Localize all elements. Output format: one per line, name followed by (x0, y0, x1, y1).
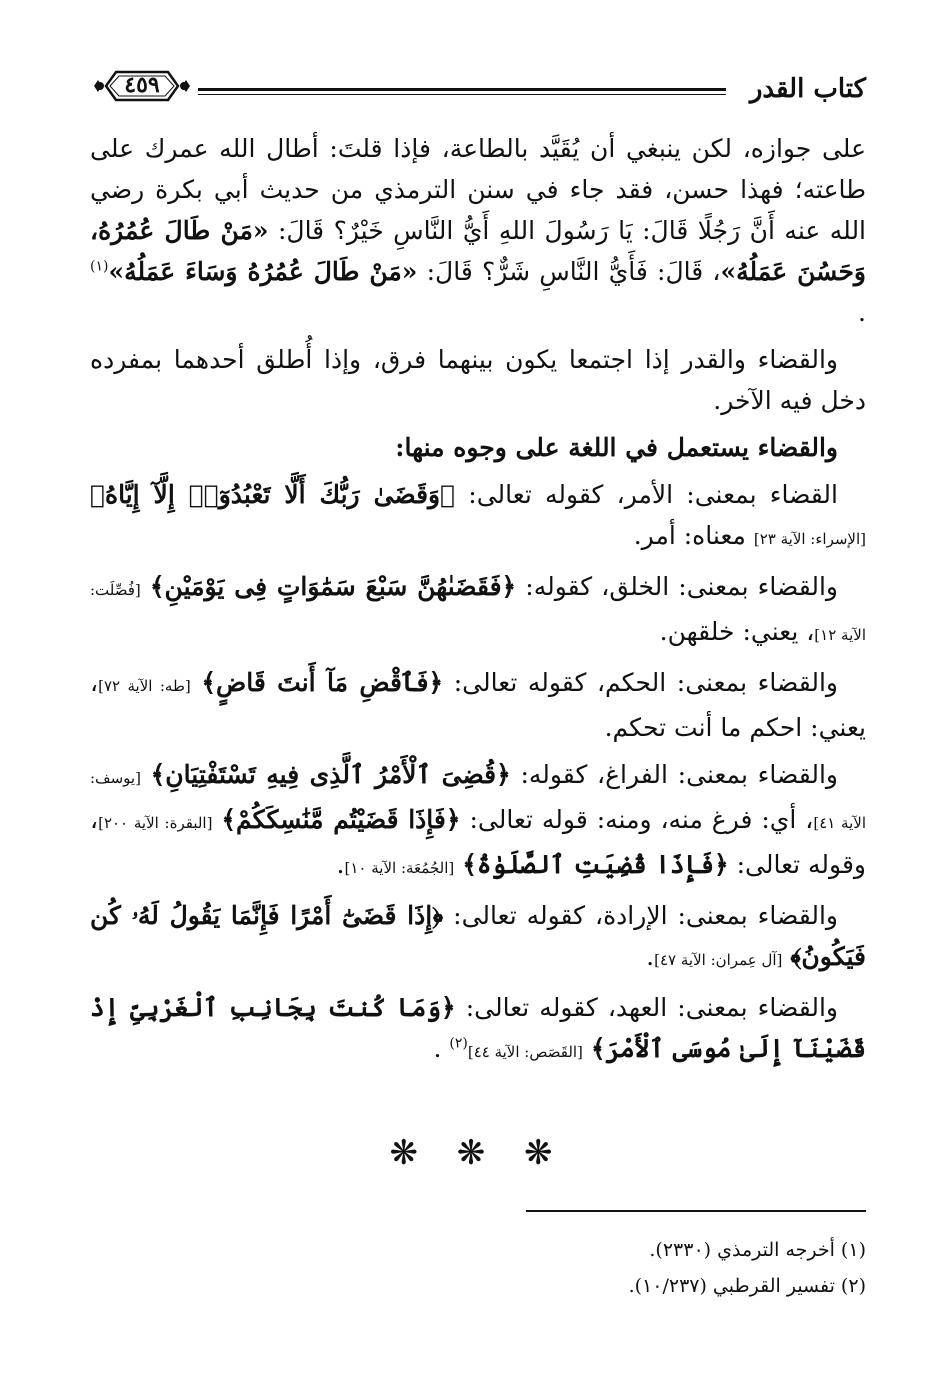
book-title: كتاب القدر (749, 74, 866, 104)
footnote-marker[interactable]: (١) (90, 258, 109, 275)
main-text (90, 128, 866, 1073)
verse-reference: [فُصِّلَت: الآية ١٢] (90, 581, 866, 644)
footnotes (90, 1232, 866, 1304)
footnote-item: (٢) تفسير القرطبي (١٠/٢٣٧). (628, 1275, 866, 1297)
paragraph (90, 754, 866, 889)
section-separator: ❋ ❋ ❋ (389, 1133, 567, 1173)
paragraph (90, 987, 866, 1073)
quran-verse: ﴿قُضِىَ ٱلْأَمْرُ ٱلَّذِى فِيهِ تَسْتَفْتِيَانِ﴾ (150, 760, 511, 789)
text-run: ، أي: فرغ منه، ومنه: قوله تعالى: (460, 805, 814, 834)
paragraph (90, 474, 866, 560)
text-run (191, 668, 202, 697)
quran-verse: ﴿وَمَا كُنتَ بِجَانِبِ ٱلْغَرْبِىِّ إِذْ قَضَيْنَآ إِلَىٰ مُوسَى ٱلْأَمْرَ﴾ (90, 993, 866, 1063)
quran-verse: ﴿إِذَا قَضَىٰٓ أَمْرًا فَإِنَّمَا يَقُولُ لَهُۥ كُن فَيَكُونُ﴾ (90, 901, 866, 971)
quran-verse: ﴿فَٱقْضِ مَآ أَنتَ قَاضٍ﴾ (201, 668, 444, 697)
text-run (454, 850, 462, 879)
hadith-quote: «مَنْ طَالَ عُمُرُهُ، وَحَسُنَ عَمَلُهُ» (90, 216, 866, 286)
text-run: والقضاء بمعنى: الحكم، كقوله تعالى: (443, 668, 838, 697)
text-run: القضاء بمعنى: الأمر، كقوله تعالى: (455, 480, 838, 509)
footnote-marker[interactable]: (٢) (449, 1035, 468, 1052)
verse-reference: [الإسراء: الآية ٢٣] (753, 530, 866, 548)
paragraph (90, 128, 866, 333)
page-number: ٤٥٩ (124, 72, 160, 98)
verse-reference: [البقرة: الآية ٢٠٠] (98, 814, 213, 832)
text-run: والقضاء بمعنى: العهد، كقوله تعالى: (455, 993, 838, 1022)
verse-reference: [القَصَص: الآية ٤٤] (467, 1043, 583, 1061)
verse-reference: [آل عِمران: الآية ٤٧] (654, 951, 783, 969)
paragraph (90, 566, 866, 656)
text-run: ، وقوله تعالى: (90, 805, 866, 879)
text-run (141, 760, 151, 789)
text-run: والقضاء يستعمل في اللغة على وجوه منها: (395, 433, 838, 462)
text-run: . (858, 298, 866, 327)
hadith-quote: «مَنْ طَالَ عُمُرُهُ وَسَاءَ عَمَلُهُ» (108, 257, 418, 286)
paragraph (90, 895, 866, 981)
paragraph (90, 339, 866, 421)
page-header (90, 62, 866, 110)
text-run: والقضاء بمعنى: الخلق، كقوله: (516, 572, 838, 601)
text-run (583, 1034, 591, 1063)
verse-reference: [طه: الآية ٧٢] (98, 677, 191, 695)
verse-reference: [الجُمُعَة: الآية ١٠] (344, 859, 455, 877)
footnote-rule (526, 1210, 866, 1212)
quran-verse: ﴿فَإِذَا قَضَيْتُم مَّنَٰسِكَكُمْ﴾ (221, 805, 461, 834)
text-run (141, 572, 150, 601)
quran-verse: ﴿فَقَضَىٰهُنَّ سَبْعَ سَمَٰوَاتٍ فِى يَوْمَيْنِ﴾ (149, 572, 517, 601)
verse-reference: [يوسف: الآية ٤١] (90, 769, 866, 832)
quran-verse: ﴿فَإِذَا قُضِيَتِ ٱلصَّلَوٰةُ﴾ (462, 850, 729, 879)
text-run: ، يعني: خلقهن. (659, 617, 815, 646)
text-run: . (336, 850, 345, 879)
text-run: على جوازه، لكن ينبغي أن يُقَيَّد بالطاعة، فإذا قلتَ: أطال الله عمرك على طاعته؛ فهذا حسن، فقد جاء في سنن الترمذي من حديث أبي بكرة رضي الله عنه أَنَّ رَجُلًا قَالَ: يَا رَسُولَ اللهِ أَيُّ النَّاسِ خَيْرٌ؟ قَالَ: (90, 134, 867, 245)
text-run: والقضاء والقدر إذا اجتمعا يكون بينهما فرق، وإذا أُطلق أحدهما بمفرده دخل فيه الآخر. (90, 345, 866, 415)
text-run: معناه: أمر. (633, 521, 754, 550)
text-run: والقضاء بمعنى: الفراغ، كقوله: (510, 760, 839, 789)
section-heading (90, 427, 866, 468)
text-run: . (646, 942, 655, 971)
paragraph (90, 662, 866, 748)
text-run: . (433, 1034, 450, 1063)
text-run: والقضاء بمعنى: الإرادة، كقوله تعالى: (443, 901, 838, 930)
book-page (90, 0, 866, 1379)
text-run: ، يعني: احكم ما أنت تحكم. (90, 668, 866, 742)
page-number-frame (92, 66, 192, 106)
header-rule (198, 88, 726, 95)
text-run: ، قَالَ: فَأَيُّ النَّاسِ شَرٌّ؟ قَالَ: (417, 257, 721, 286)
quran-verse: ﴿وَقَضَىٰ رَبُّكَ أَلَّا تَعْبُدُوٓا۟ إِلَّآ إِيَّاهُ﴾ (90, 480, 456, 509)
footnote-item: (١) أخرجه الترمذي (٢٣٣٠). (649, 1239, 866, 1261)
